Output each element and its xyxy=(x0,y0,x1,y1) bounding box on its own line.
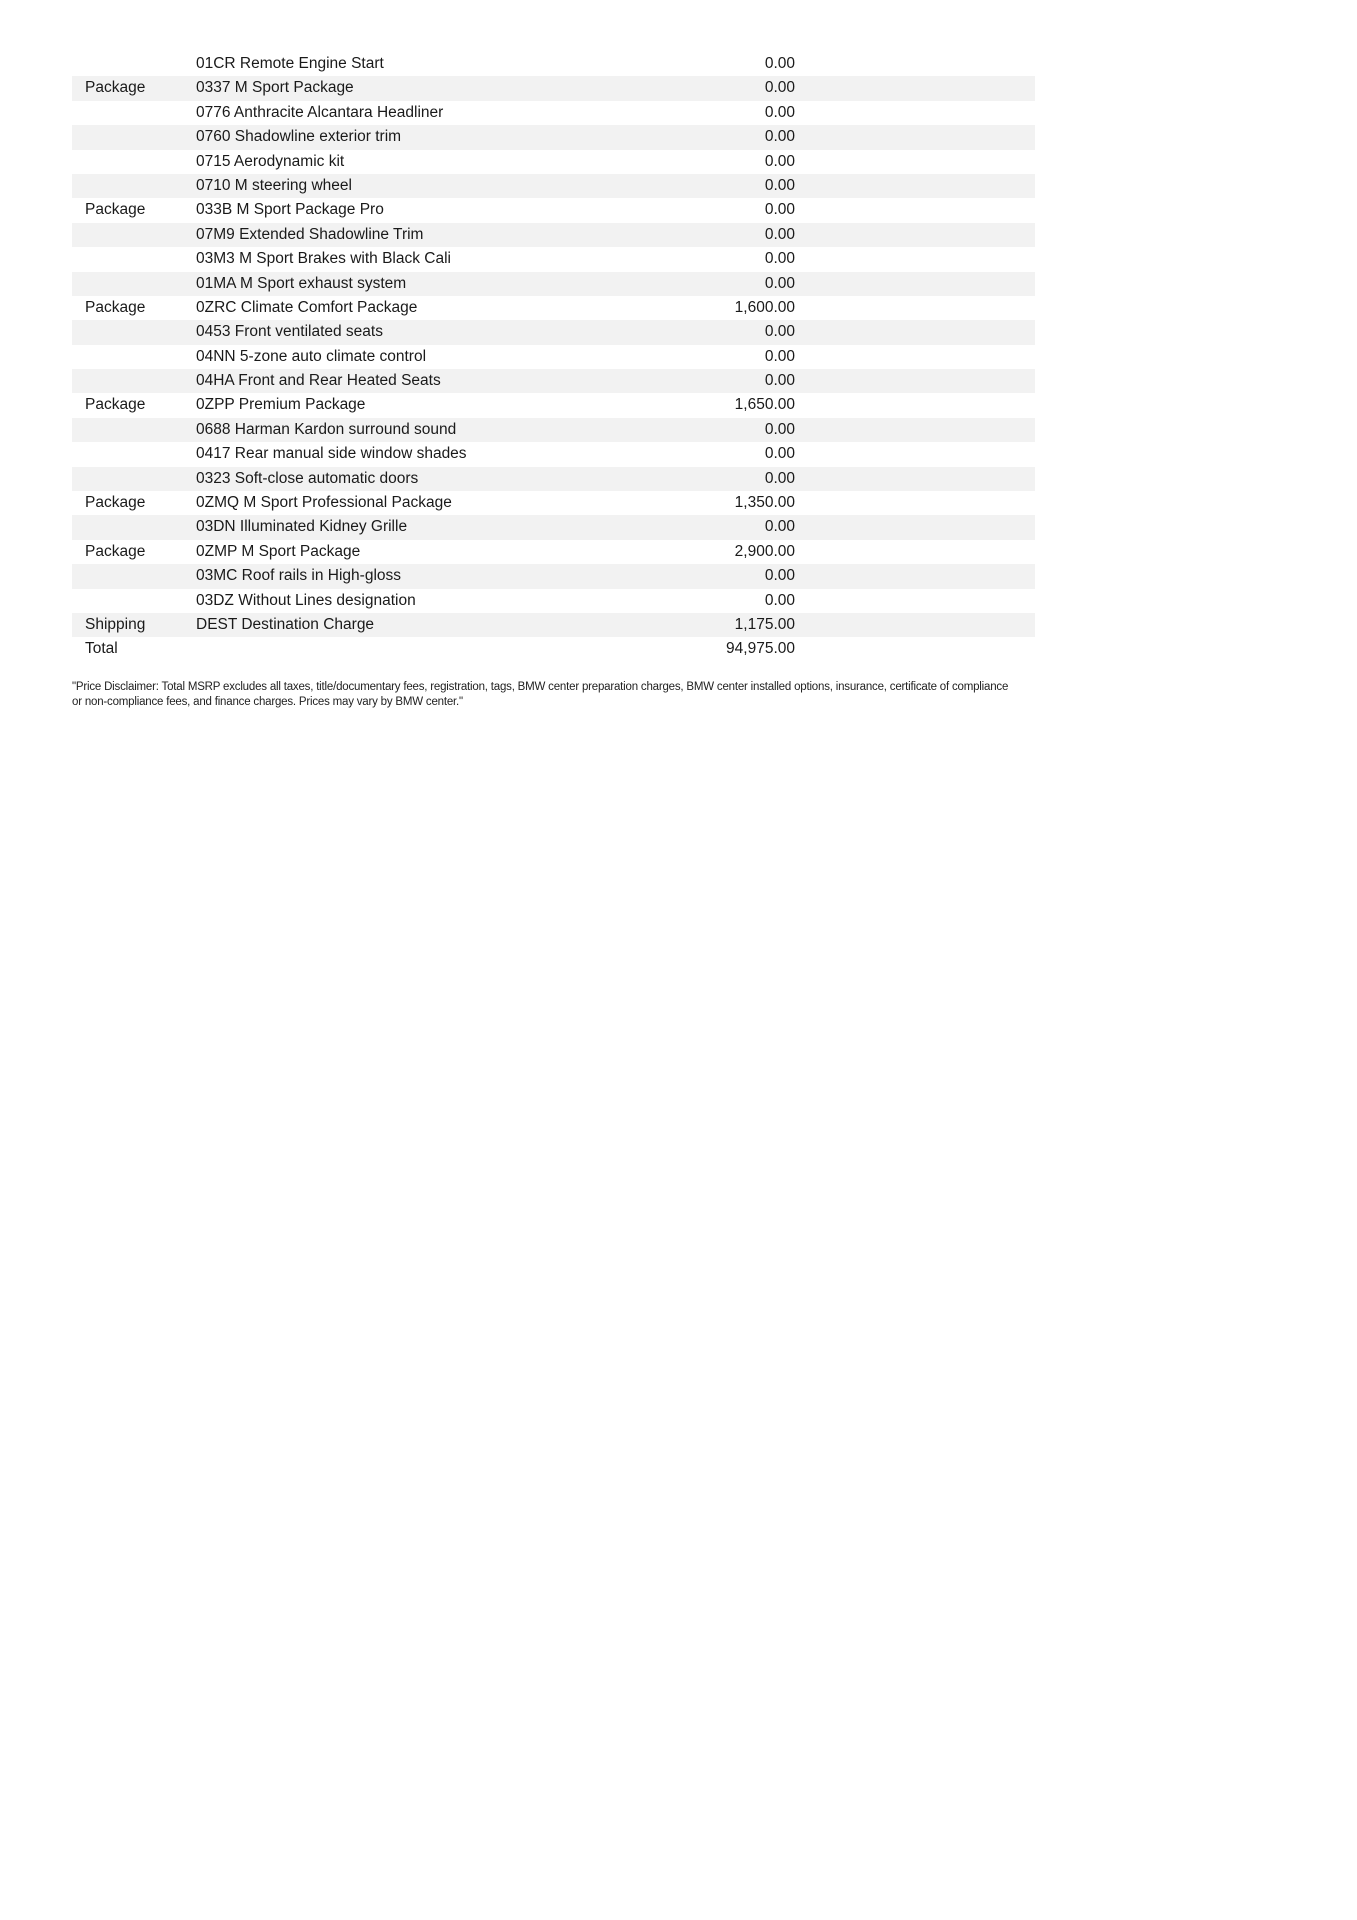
price-cell: 0.00 xyxy=(764,347,795,365)
price-cell: 0.00 xyxy=(764,372,795,390)
table-row xyxy=(72,442,1035,466)
table-row xyxy=(72,345,1035,369)
price-disclaimer: "Price Disclaimer: Total MSRP excludes all taxes, title/documentary fees, registration, tags, BMW center preparation charges, BMW center installed options, insurance, certificate of compliance or non-compliance fees, and finance charges. Prices may vary by BMW center." xyxy=(72,681,1009,708)
item-cell: 07M9 Extended Shadowline Trim xyxy=(196,225,424,243)
price-cell: 0.00 xyxy=(764,79,795,97)
table-row xyxy=(72,198,1035,222)
price-cell: 0.00 xyxy=(764,201,795,219)
table-row xyxy=(72,637,1035,661)
price-cell: 94,975.00 xyxy=(726,640,795,658)
price-cell: 0.00 xyxy=(764,225,795,243)
price-cell: 0.00 xyxy=(764,176,795,194)
price-cell: 1,600.00 xyxy=(734,298,795,316)
item-cell: 0453 Front ventilated seats xyxy=(196,323,383,341)
price-cell: 0.00 xyxy=(764,567,795,585)
item-cell: 0323 Soft-close automatic doors xyxy=(196,469,419,487)
item-cell: 0ZPP Premium Package xyxy=(196,396,366,414)
item-cell: 0417 Rear manual side window shades xyxy=(196,445,467,463)
category-cell: Package xyxy=(85,298,146,316)
table-row xyxy=(72,589,1035,613)
item-cell: 0776 Anthracite Alcantara Headliner xyxy=(196,103,444,121)
price-cell: 0.00 xyxy=(764,445,795,463)
item-cell: 0ZMQ M Sport Professional Package xyxy=(196,494,452,512)
table-row xyxy=(72,125,1035,149)
item-cell: 03DN Illuminated Kidney Grille xyxy=(196,518,408,536)
table-row xyxy=(72,247,1035,271)
table-row xyxy=(72,467,1035,491)
price-cell: 0.00 xyxy=(764,274,795,292)
table-row xyxy=(72,491,1035,515)
table-row xyxy=(72,223,1035,247)
price-cell: 0.00 xyxy=(764,250,795,268)
table-row xyxy=(72,540,1035,564)
category-cell: Package xyxy=(85,79,146,97)
category-cell: Package xyxy=(85,542,146,560)
item-cell: 01CR Remote Engine Start xyxy=(196,55,384,72)
price-cell: 0.00 xyxy=(764,128,795,146)
item-cell: 03M3 M Sport Brakes with Black Cali xyxy=(196,250,451,268)
table-row xyxy=(72,174,1035,198)
table-row xyxy=(72,515,1035,539)
item-cell: 033B M Sport Package Pro xyxy=(196,201,384,219)
item-cell: 03DZ Without Lines designation xyxy=(196,591,416,609)
item-cell: 0715 Aerodynamic kit xyxy=(196,152,345,170)
item-cell: 0688 Harman Kardon surround sound xyxy=(196,420,457,438)
item-cell: 0ZRC Climate Comfort Package xyxy=(196,298,418,316)
price-cell: 0.00 xyxy=(764,420,795,438)
category-cell: Shipping xyxy=(85,615,146,633)
table-row xyxy=(72,613,1035,637)
item-cell: 0ZMP M Sport Package xyxy=(196,542,361,560)
price-cell: 1,175.00 xyxy=(734,615,795,633)
item-cell: 04HA Front and Rear Heated Seats xyxy=(196,372,441,390)
table-row xyxy=(72,272,1035,296)
price-cell: 1,350.00 xyxy=(734,494,795,512)
options-table xyxy=(72,52,1035,662)
price-cell: 0.00 xyxy=(764,518,795,536)
table-row xyxy=(72,101,1035,125)
item-cell: 03MC Roof rails in High-gloss xyxy=(196,567,402,585)
category-cell: Package xyxy=(85,494,146,512)
price-cell: 2,900.00 xyxy=(734,542,795,560)
item-cell: 0337 M Sport Package xyxy=(196,79,354,97)
table-row xyxy=(72,393,1035,417)
price-cell: 1,650.00 xyxy=(734,396,795,414)
table-row xyxy=(72,52,1035,76)
item-cell: 04NN 5-zone auto climate control xyxy=(196,347,427,365)
item-cell: 0710 M steering wheel xyxy=(196,176,352,194)
category-cell: Package xyxy=(85,201,146,219)
table-row xyxy=(72,320,1035,344)
price-cell: 0.00 xyxy=(764,152,795,170)
table-row xyxy=(72,296,1035,320)
category-cell: Total xyxy=(85,640,118,658)
table-row xyxy=(72,369,1035,393)
category-cell: Package xyxy=(85,396,146,414)
price-cell: 0.00 xyxy=(764,591,795,609)
price-cell: 0.00 xyxy=(764,55,795,72)
item-cell: DEST Destination Charge xyxy=(196,615,375,633)
price-cell: 0.00 xyxy=(764,103,795,121)
table-row xyxy=(72,150,1035,174)
table-row xyxy=(72,418,1035,442)
item-cell: 0760 Shadowline exterior trim xyxy=(196,128,402,146)
price-cell: 0.00 xyxy=(764,469,795,487)
table-row xyxy=(72,564,1035,588)
price-cell: 0.00 xyxy=(764,323,795,341)
table-row xyxy=(72,76,1035,100)
item-cell: 01MA M Sport exhaust system xyxy=(196,274,407,292)
